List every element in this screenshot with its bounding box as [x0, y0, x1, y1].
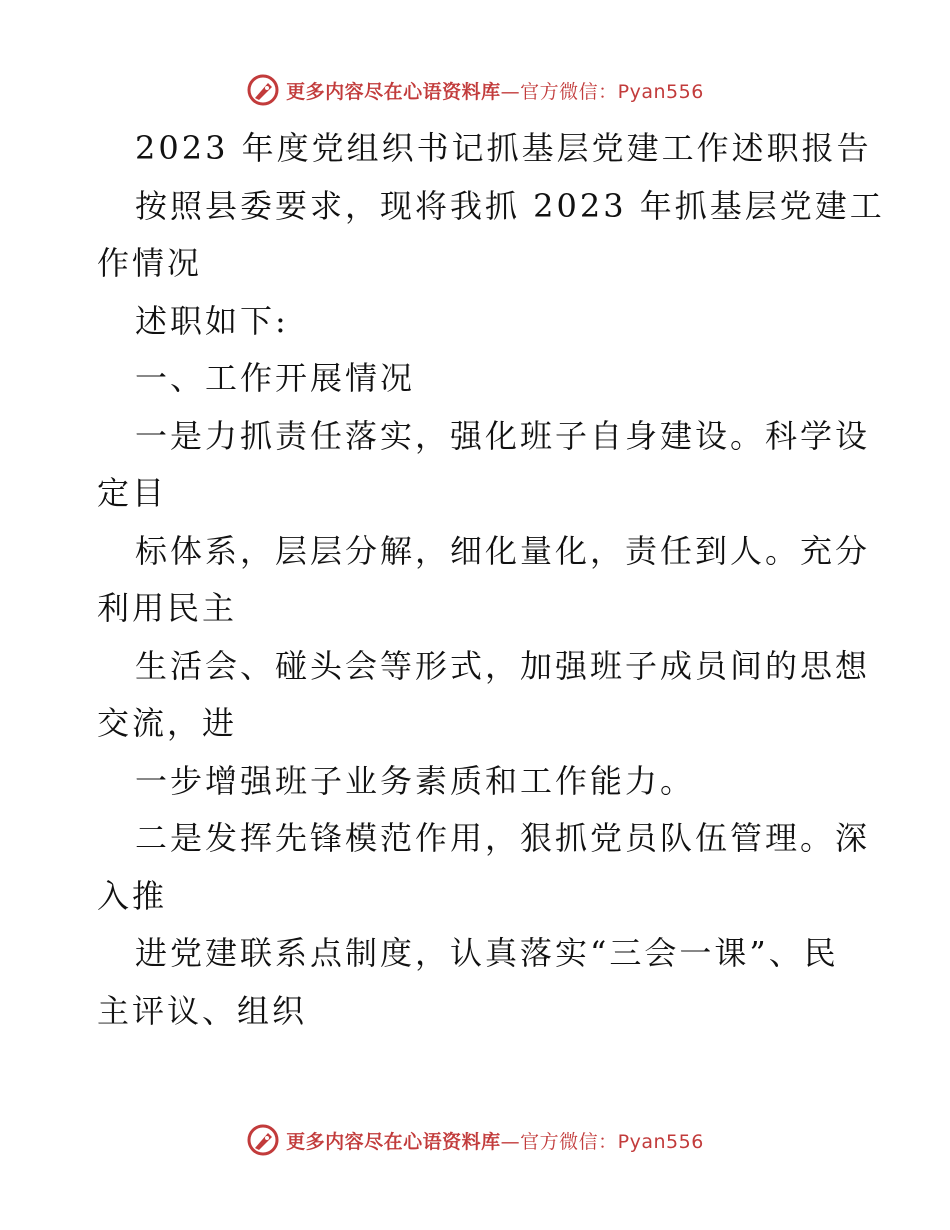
paragraph-line: 主评议、组织: [97, 991, 308, 1030]
section-heading: 一、工作开展情况: [135, 359, 416, 397]
paragraph-line: 标体系，层层分解，细化量化，责任到人。充分: [135, 531, 871, 570]
paragraph-line: 生活会、碰头会等形式，加强班子成员间的思想: [135, 646, 871, 685]
paragraph-line: 交流，进: [97, 704, 238, 742]
watermark-dash: —: [500, 1130, 521, 1153]
paragraph-line: 按照县委要求，现将我抓 2023 年抓基层党建工: [135, 186, 885, 225]
paragraph-line: 一步增强班子业务素质和工作能力。: [135, 761, 696, 800]
watermark-sub: 官方微信：Pyan556: [520, 80, 704, 103]
watermark-banner-bottom: [0, 1120, 950, 1160]
paragraph-line: 一是力抓责任落实，强化班子自身建设。科学设: [135, 416, 871, 455]
pen-nib-logo-icon: [246, 73, 280, 107]
watermark-text: [286, 1127, 704, 1154]
pen-nib-logo-icon: [246, 1123, 280, 1157]
watermark-banner-top: [0, 70, 950, 110]
paragraph-line: 入推: [97, 876, 168, 915]
watermark-main: 更多内容尽在心语资料库: [286, 1130, 501, 1153]
paragraph-line: 二是发挥先锋模范作用，狠抓党员队伍管理。深: [135, 819, 871, 857]
watermark-main: 更多内容尽在心语资料库: [286, 80, 501, 103]
watermark-text: [286, 77, 704, 104]
paragraph-line: 进党建联系点制度，认真落实“三会一课”、民: [135, 934, 839, 972]
paragraph-line: 作情况: [97, 244, 203, 282]
document-body: [97, 120, 885, 1040]
watermark-sub: 官方微信：Pyan556: [520, 1130, 704, 1153]
doc-title: 2023 年度党组织书记抓基层党建工作述职报告: [135, 129, 872, 167]
watermark-dash: —: [500, 80, 521, 103]
paragraph-line: 定目: [97, 474, 168, 512]
paragraph-line: 述职如下:: [135, 301, 289, 340]
paragraph-line: 利用民主: [97, 589, 238, 627]
